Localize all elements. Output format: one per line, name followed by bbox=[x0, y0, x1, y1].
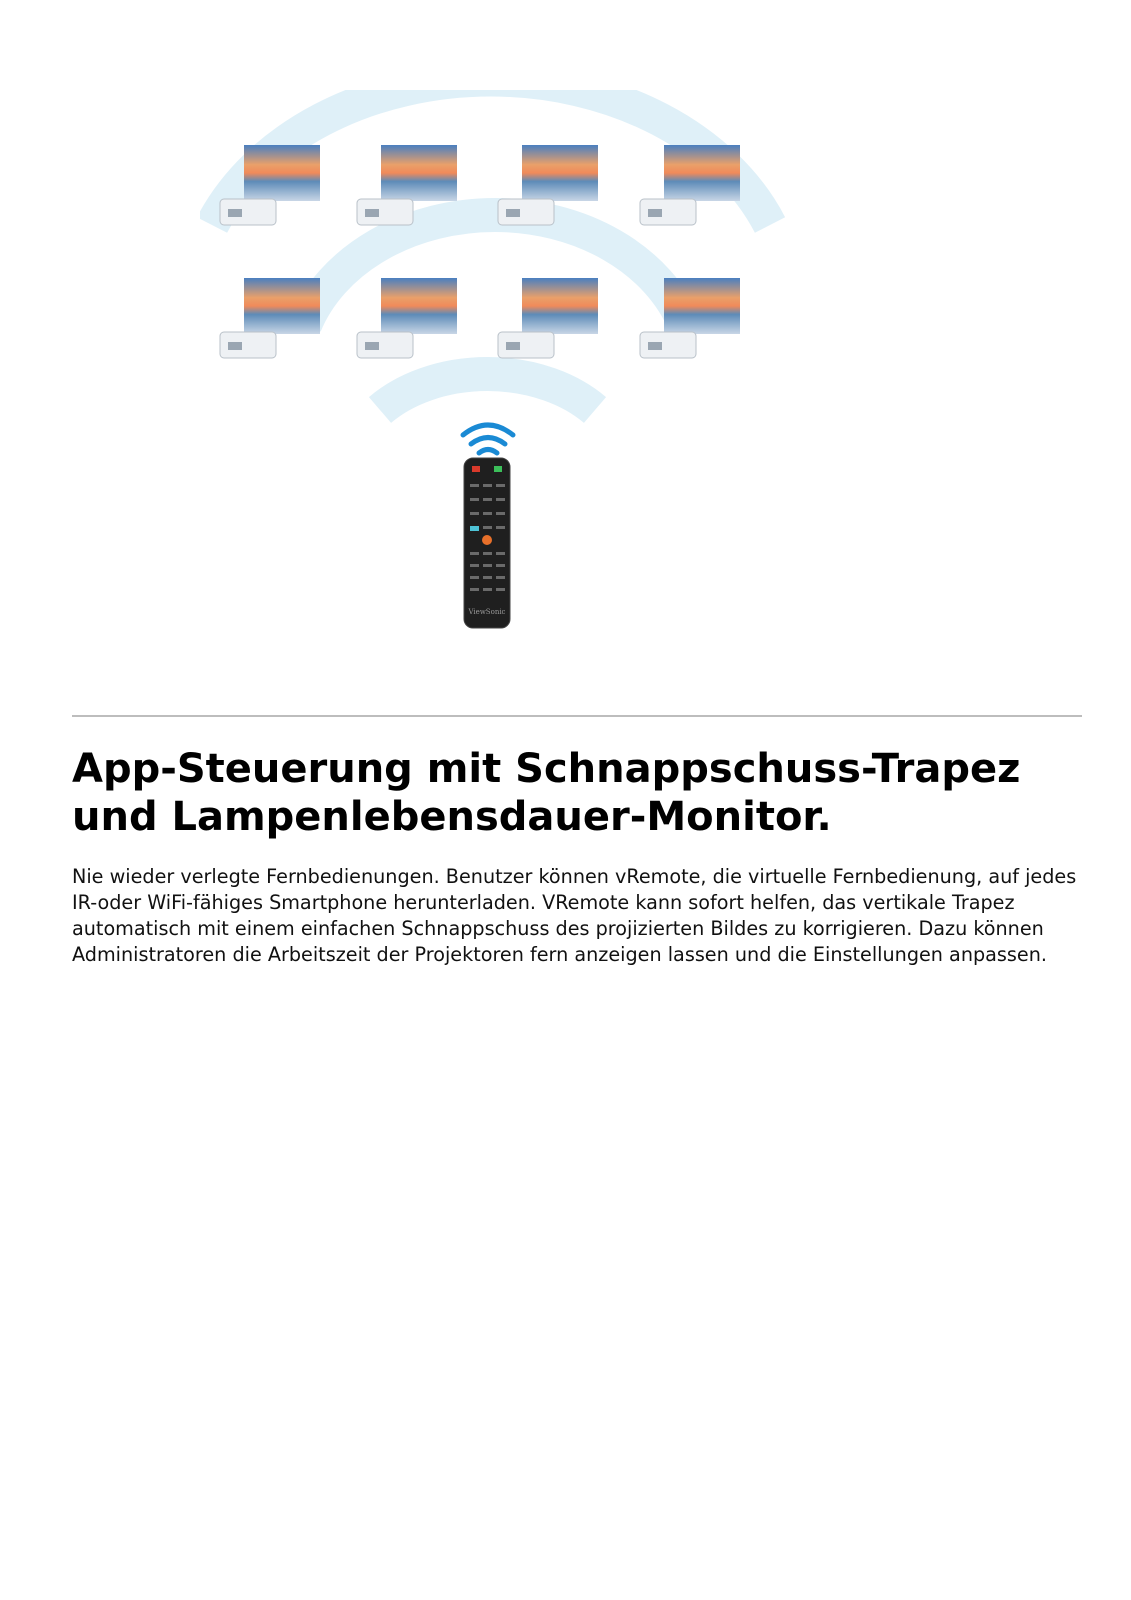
projection-screen bbox=[522, 145, 598, 201]
signal-arc-middle bbox=[305, 215, 685, 325]
wifi-icon bbox=[463, 425, 513, 453]
projector-unit bbox=[357, 278, 457, 358]
projector-unit bbox=[220, 278, 320, 358]
wireless-remote-illustration bbox=[200, 90, 800, 650]
projection-screen bbox=[244, 145, 320, 201]
signal-arc-inner bbox=[380, 374, 595, 410]
projector-unit bbox=[640, 145, 740, 225]
section-heading: App-Steuerung mit Schnappschuss-Trapez und Lampenlebensdauer-Monitor. bbox=[72, 746, 1021, 840]
section-divider bbox=[72, 715, 1082, 717]
remote-control-icon bbox=[464, 458, 510, 628]
projection-screen bbox=[381, 278, 457, 334]
projector-unit bbox=[498, 278, 598, 358]
projection-screen bbox=[664, 278, 740, 334]
signal-waves bbox=[212, 90, 770, 410]
projection-screen bbox=[244, 278, 320, 334]
projection-screen bbox=[522, 278, 598, 334]
remote-brand-logo: ViewSonic bbox=[468, 608, 506, 616]
projection-screen bbox=[664, 145, 740, 201]
section-body-text: Nie wieder verlegte Fernbedienungen. Benutzer können vRemote, die virtuelle Fernbedienung, auf jedes IR-oder WiFi-fähiges Smartphone herunterladen. VRemote kann sofort helfen, das vertikale Trapez automatisch mit einem einfachen Schnappschuss des projizierten Bildes zu korrigieren. Dazu können Administratoren die Arbeitszeit der Projektoren fern anzeigen lassen und die Einstellungen anpassen. bbox=[72, 865, 1077, 966]
projection-screen bbox=[381, 145, 457, 201]
